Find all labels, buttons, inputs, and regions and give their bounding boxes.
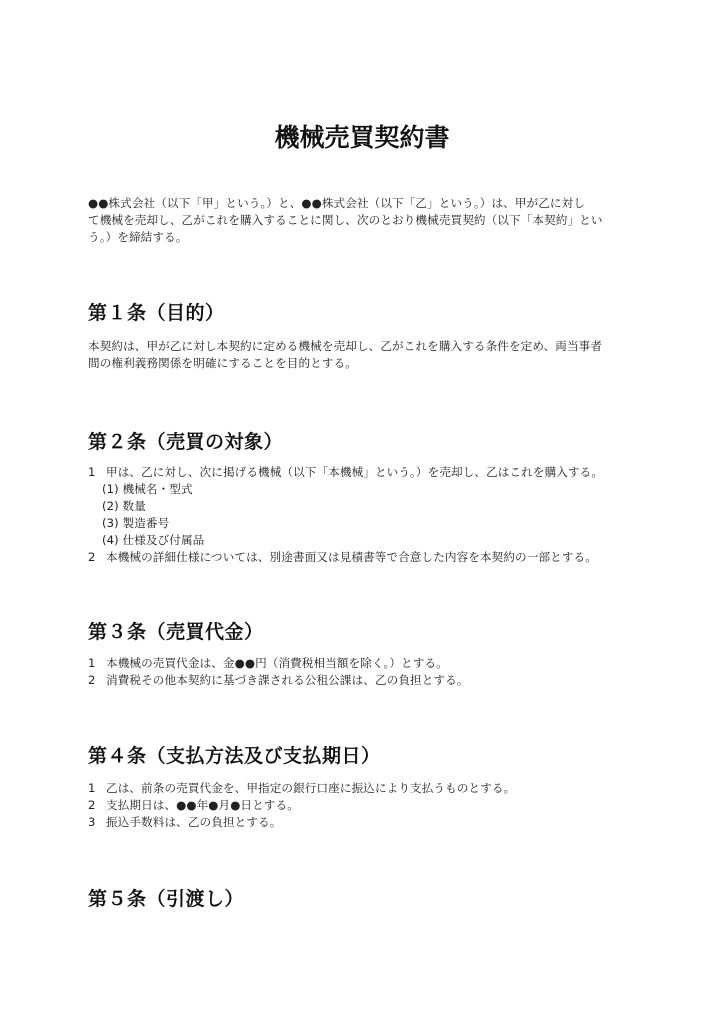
article-2-subitem: (3) 製造番号 (102, 516, 170, 530)
preamble-line: て機械を売却し、乙がこれを購入することに関し、次のとおり機械売買契約（以下「本契約」とい (88, 213, 603, 227)
preamble-line: う。）を締結する。 (88, 230, 188, 244)
article-1-heading: 第１条（目的） (88, 302, 225, 324)
article-4-heading: 第４条（支払方法及び支払期日） (88, 745, 381, 767)
article-2-subitem: (1) 機械名・型式 (102, 482, 193, 496)
article-5-heading: 第５条（引渡し） (88, 888, 245, 910)
article-3-item: 1 本機械の売買代金は、金●●円（消費税相当額を除く。）とする。 (88, 656, 448, 670)
document-title: 機械売買契約書 (274, 123, 450, 152)
article-3-heading: 第３条（売買代金） (88, 621, 264, 643)
article-1-line: 間の権利義務関係を明確にすることを目的とする。 (88, 356, 357, 370)
article-4-item: 2 支払期日は、●●年●月●日とする。 (88, 798, 299, 812)
article-3-item: 2 消費税その他本契約に基づき課される公租公課は、乙の負担とする。 (88, 673, 469, 687)
preamble-line: ●●株式会社（以下「甲」という。）と、●●株式会社（以下「乙」という。）は、甲が乙に対し (88, 196, 586, 210)
article-4-item: 3 振込手数料は、乙の負担とする。 (88, 815, 282, 829)
article-2-heading: 第２条（売買の対象） (88, 431, 284, 453)
article-1-body (88, 338, 640, 372)
article-3-body (88, 655, 640, 689)
article-4-body (88, 780, 640, 831)
article-1-line: 本契約は、甲が乙に対し本契約に定める機械を売却し、乙がこれを購入する条件を定め、両当事者 (88, 339, 603, 353)
article-2-item: 2 本機械の詳細仕様については、別途書面又は見積書等で合意した内容を本契約の一部とする。 (88, 550, 597, 564)
article-2-body (88, 464, 640, 566)
preamble (88, 195, 640, 246)
article-4-item: 1 乙は、前条の売買代金を、甲指定の銀行口座に振込により支払うものとする。 (88, 781, 516, 795)
article-2-subitem: (4) 仕様及び付属品 (102, 533, 205, 547)
article-2-item: 1 甲は、乙に対し、次に掲げる機械（以下「本機械」という。）を売却し、乙はこれを購入する。 (88, 465, 604, 479)
article-2-subitem: (2) 数量 (102, 499, 146, 513)
